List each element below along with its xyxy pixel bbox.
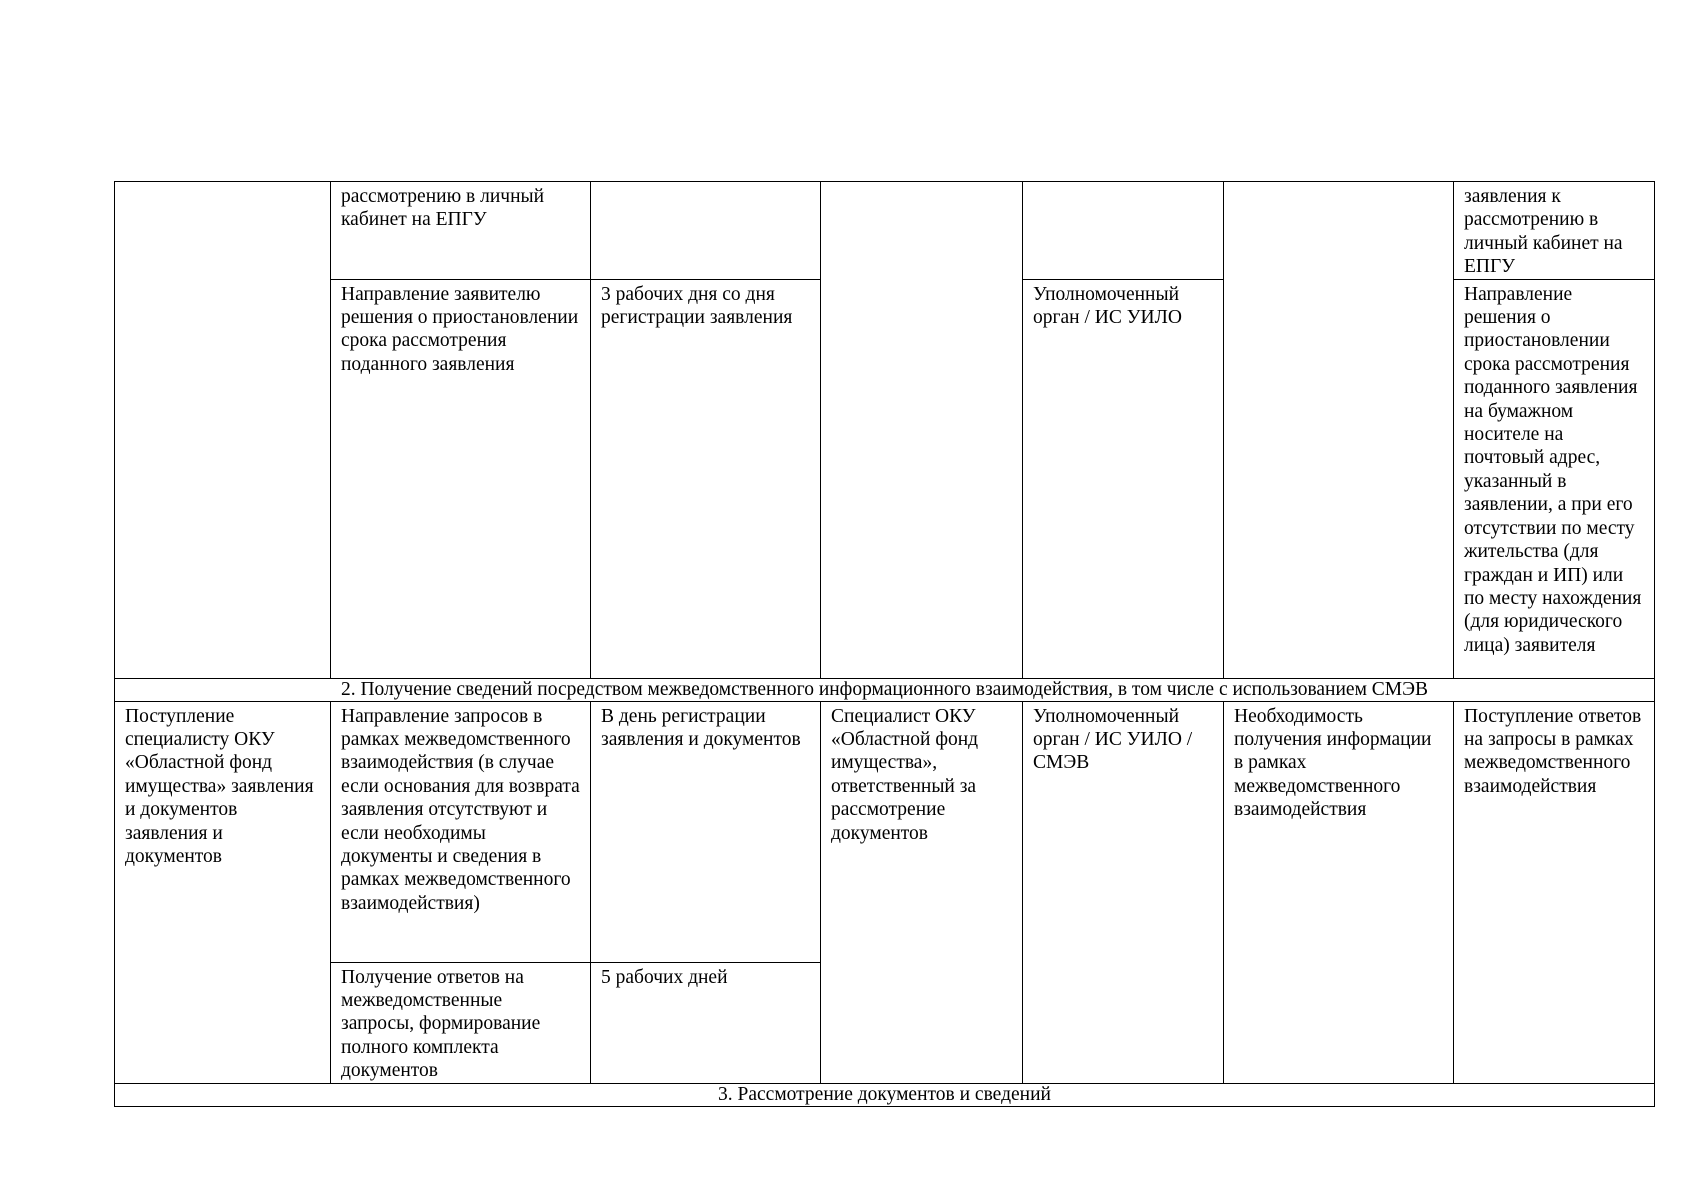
action-cell: Направление запросов в рамках межведомственного взаимодействия (в случае если основания для возврата заявления отсутствуют и если необходимы документы и сведения в рамках межведомственного взаимодействия) <box>331 701 591 962</box>
basis-cell: Поступление специалисту ОКУ «Областной фонд имущества» заявления и документов заявления и документов <box>115 701 331 1083</box>
section-header-row <box>115 678 1655 701</box>
responsible-cell-empty <box>821 182 1023 679</box>
action-cell: Направление заявителю решения о приостановлении срока рассмотрения поданного заявления <box>331 279 591 678</box>
criteria-cell: Необходимость получения информации в рамках межведомственного взаимодействия <box>1224 701 1454 1083</box>
section-header-row <box>115 1083 1655 1106</box>
term-cell: 5 рабочих дней <box>591 962 821 1083</box>
result-cell: заявления к рассмотрению в личный кабинет на ЕПГУ <box>1454 182 1655 280</box>
action-cell: Получение ответов на межведомственные запросы, формирование полного комплекта документов <box>331 962 591 1083</box>
term-cell: В день регистрации заявления и документов <box>591 701 821 962</box>
term-cell: 3 рабочих дня со дня регистрации заявления <box>591 279 821 678</box>
table-row <box>115 701 1655 962</box>
procedure-table <box>114 181 1655 1107</box>
table-row <box>115 182 1655 280</box>
action-cell: рассмотрению в личный кабинет на ЕПГУ <box>331 182 591 280</box>
result-cell: Направление решения о приостановлении срока рассмотрения поданного заявления на бумажном носителе на почтовый адрес, указанный в заявлении, а при его отсутствии по месту жительства (для граждан и ИП) или по месту нахождения (для юридического лица) заявителя <box>1454 279 1655 678</box>
criteria-cell-empty <box>1224 182 1454 679</box>
term-cell-empty <box>591 182 821 280</box>
system-cell-empty <box>1023 182 1224 280</box>
basis-cell-empty <box>115 182 331 679</box>
system-cell: Уполномоченный орган / ИС УИЛО / СМЭВ <box>1023 701 1224 1083</box>
system-cell: Уполномоченный орган / ИС УИЛО <box>1023 279 1224 678</box>
section-3-title: 3. Рассмотрение документов и сведений <box>115 1083 1655 1106</box>
result-cell: Поступление ответов на запросы в рамках межведомственного взаимодействия <box>1454 701 1655 1083</box>
section-2-title: 2. Получение сведений посредством межведомственного информационного взаимодействия, в том числе с использованием СМЭВ <box>115 678 1655 701</box>
responsible-cell: Специалист ОКУ «Областной фонд имущества», ответственный за рассмотрение документов <box>821 701 1023 1083</box>
